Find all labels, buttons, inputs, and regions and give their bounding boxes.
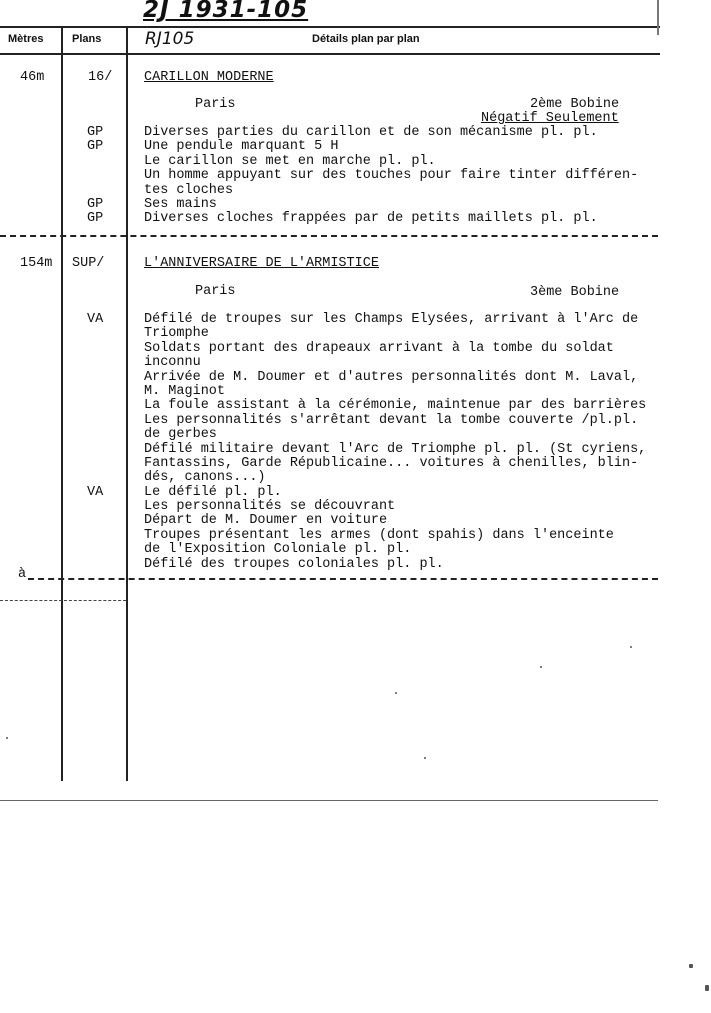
shot-plan xyxy=(87,169,103,183)
shot-plan xyxy=(87,385,103,399)
section-2-location: Paris xyxy=(195,284,236,299)
section-divider xyxy=(0,235,658,237)
shot-description: Défilé de troupes sur les Champs Elysées, arrivant à l'Arc de xyxy=(144,312,639,327)
shot-plan xyxy=(87,327,103,341)
shot-plan xyxy=(87,399,103,413)
section-1-shot-descriptions xyxy=(144,126,638,227)
shot-description: Soldats portant des drapeaux arrivant à la tombe du soldat xyxy=(144,340,614,356)
section-1-title: CARILLON MODERNE xyxy=(144,70,274,85)
section-2-shot-plans xyxy=(87,313,103,572)
shot-plan xyxy=(87,356,103,370)
shot-description: Le carillon se met en marche pl. pl. xyxy=(144,153,436,169)
shot-plan xyxy=(87,414,103,428)
shot-description: Départ de M. Doumer en voiture xyxy=(144,513,388,529)
column-divider-plans xyxy=(126,26,128,781)
header-details: Détails plan par plan xyxy=(312,33,420,45)
section-2-title: L'ANNIVERSAIRE DE L'ARMISTICE xyxy=(144,256,379,271)
shot-plan xyxy=(87,514,103,528)
shot-plan: GP xyxy=(87,196,104,212)
shot-plan xyxy=(87,443,103,457)
section-1-reel: 2ème Bobine xyxy=(530,97,620,112)
shot-description: Diverses cloches frappées par de petits maillets pl. pl. xyxy=(144,211,598,227)
shot-description: Les personnalités se découvrant xyxy=(144,499,396,515)
shot-description: de gerbes xyxy=(144,427,217,443)
section-1-plan-number: 16/ xyxy=(88,70,113,85)
shot-description: Défilé militaire devant l'Arc de Triomphe pl. pl. (St cyriens, xyxy=(144,441,647,457)
scan-speck xyxy=(395,692,397,694)
shot-plan xyxy=(87,371,103,385)
shot-description: Troupes présentant les armes (dont spahis) dans l'enceinte xyxy=(144,527,614,543)
shot-description: M. Maginot xyxy=(144,383,226,399)
section-end-divider xyxy=(28,578,658,580)
header-top-rule xyxy=(0,26,660,28)
shot-plan xyxy=(87,543,103,557)
shot-description: Défilé des troupes coloniales pl. pl. xyxy=(144,556,444,572)
handwritten-code: RJ105 xyxy=(145,29,195,49)
shot-plan: VA xyxy=(87,484,104,500)
shot-description: Le défilé pl. pl. xyxy=(144,484,282,500)
section-2-plan-number: SUP/ xyxy=(72,256,105,271)
header-plans: Plans xyxy=(72,33,102,45)
section-1-shot-plans xyxy=(87,126,103,227)
right-edge-rule xyxy=(657,0,659,35)
shot-plan: GP xyxy=(87,211,104,227)
shot-plan xyxy=(87,184,103,198)
shot-plan xyxy=(87,558,103,572)
header-bottom-rule xyxy=(0,53,660,55)
shot-description: Un homme appuyant sur des touches pour faire tinter différen- xyxy=(144,168,639,184)
shot-description: La foule assistant à la cérémonie, maintenue par des barrières xyxy=(144,398,647,414)
shot-plan xyxy=(87,500,103,514)
section-2-metres: 154m xyxy=(20,256,53,271)
section-2-shot-descriptions xyxy=(144,313,646,572)
section-1-metres: 46m xyxy=(20,70,45,85)
archive-reference: 2J 1931-105 xyxy=(143,0,309,23)
section-1-location: Paris xyxy=(195,97,236,112)
scan-speck xyxy=(689,964,693,968)
shot-plan: GP xyxy=(87,125,104,140)
shot-description: Les personnalités s'arrêtant devant la tombe couverte /pl.pl. xyxy=(144,412,639,428)
page-bottom-rule xyxy=(0,800,658,801)
shot-plan: VA xyxy=(87,312,104,327)
footer-mark: à xyxy=(18,567,27,582)
shot-plan xyxy=(87,457,103,471)
column-divider-metres xyxy=(61,26,63,781)
shot-description: Une pendule marquant 5 H xyxy=(144,139,339,155)
shot-description: Ses mains xyxy=(144,196,217,212)
shot-description: de l'Exposition Coloniale pl. pl. xyxy=(144,542,412,558)
shot-description: tes cloches xyxy=(144,182,234,198)
shot-description: Diverses parties du carillon et de son mécanisme pl. pl. xyxy=(144,125,598,140)
section-2-reel: 3ème Bobine xyxy=(530,285,620,300)
scan-speck xyxy=(705,985,709,991)
scan-speck xyxy=(6,737,8,739)
scan-speck xyxy=(630,646,632,648)
shot-plan xyxy=(87,471,103,485)
section-end-divider-secondary xyxy=(0,600,126,601)
shot-plan: GP xyxy=(87,139,104,155)
shot-plan xyxy=(87,428,103,442)
shot-plan xyxy=(87,529,103,543)
shot-description: Fantassins, Garde Républicaine... voitures à chenilles, blin- xyxy=(144,455,639,471)
scan-speck xyxy=(540,666,542,668)
section-1-note: Négatif Seulement xyxy=(481,111,619,126)
shot-description: inconnu xyxy=(144,355,201,371)
shot-plan xyxy=(87,155,103,169)
shot-description: Arrivée de M. Doumer et d'autres personnalités dont M. Laval, xyxy=(144,369,639,385)
shot-description: Triomphe xyxy=(144,326,209,342)
header-metres: Mètres xyxy=(8,33,44,45)
shot-plan xyxy=(87,342,103,356)
scan-speck xyxy=(424,757,426,759)
shot-description: dés, canons...) xyxy=(144,470,266,486)
